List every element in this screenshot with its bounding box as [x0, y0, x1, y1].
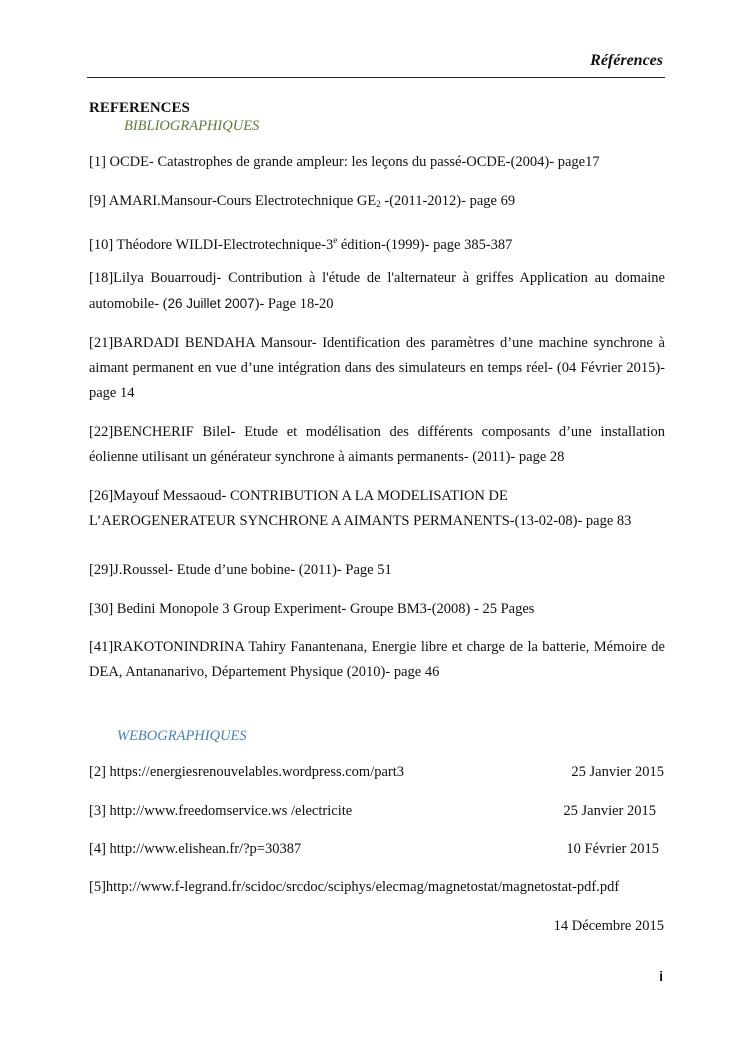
reference-41: [41]RAKOTONINDRINA Tahiry Fanantenana, Energie libre et charge de la batterie, Mémoire de DEA, Antananarivo, Département Physique (2010)- page 46 — [89, 639, 665, 680]
reference-9-subscript: 2 — [376, 199, 381, 209]
reference-22: [22]BENCHERIF Bilel- Etude et modélisation des différents composants d’une installation éolienne utilisant un générateur synchrone à aimants permanents- (2011)- page 28 — [89, 424, 665, 465]
reference-1: [1] OCDE- Catastrophes de grande ampleur: les leçons du passé-OCDE-(2004)- page17 — [89, 154, 600, 170]
reference-18-date: 26 Juillet 2007 — [167, 296, 255, 311]
web-reference-5-date: 14 Décembre 2015 — [553, 918, 664, 934]
reference-9-text: [9] AMARI.Mansour-Cours Electrotechnique GE — [89, 193, 377, 209]
page-header-title: Références — [590, 52, 663, 69]
reference-10-text: [10] Théodore WILDI-Electrotechnique-3 — [89, 237, 334, 253]
reference-21: [21]BARDADI BENDAHA Mansour- Identification des paramètres d’une machine synchrone à aimant permanent en vue d’une intégration dans des simulateurs en temps réel- (04 Février 2015)- page 14 — [89, 335, 665, 401]
reference-9-tail: -(2011-2012)- page 69 — [380, 193, 516, 209]
reference-26-line2: L’AEROGENERATEUR SYNCHRONE A AIMANTS PERMANENTS-(13-02-08)- page 83 — [89, 513, 632, 529]
reference-26-line1: [26]Mayouf Messaoud- CONTRIBUTION A LA MODELISATION DE — [89, 488, 508, 504]
web-reference-2: [2] https://energiesrenouvelables.wordpress.com/part3 — [89, 764, 405, 780]
bibliographic-subheading: BIBLIOGRAPHIQUES — [124, 118, 260, 134]
reference-10-superscript: e — [333, 235, 338, 245]
web-reference-4: [4] http://www.elishean.fr/?p=30387 — [89, 841, 302, 857]
reference-18-tail: )- Page 18-20 — [254, 296, 334, 312]
reference-18 — [89, 266, 665, 317]
header-rule — [87, 77, 665, 78]
reference-18-text: [18]Lilya Bouarroudj- Contribution à l'étude de l'alternateur à griffes Application au domaine automobile- ( — [89, 270, 665, 312]
reference-10 — [89, 228, 665, 258]
page-number: i — [659, 968, 663, 984]
reference-26 — [89, 484, 665, 534]
reference-9 — [89, 189, 665, 217]
web-reference-5: [5]http://www.f-legrand.fr/scidoc/srcdoc/sciphys/elecmag/magnetostat/magnetostat-pdf.pdf — [89, 879, 620, 895]
reference-10-tail: édition-(1999)- page 385-387 — [337, 237, 513, 253]
web-reference-2-date: 25 Janvier 2015 — [571, 764, 664, 780]
reference-29: [29]J.Roussel- Etude d’une bobine- (2011)- Page 51 — [89, 562, 392, 578]
references-heading: REFERENCES — [89, 100, 190, 116]
web-reference-3: [3] http://www.freedomservice.ws /electricite — [89, 803, 353, 819]
webographic-subheading: WEBOGRAPHIQUES — [117, 728, 247, 744]
web-reference-4-date: 10 Février 2015 — [566, 841, 659, 857]
web-reference-3-date: 25 Janvier 2015 — [563, 803, 656, 819]
reference-30: [30] Bedini Monopole 3 Group Experiment- Groupe BM3-(2008) - 25 Pages — [89, 601, 535, 617]
